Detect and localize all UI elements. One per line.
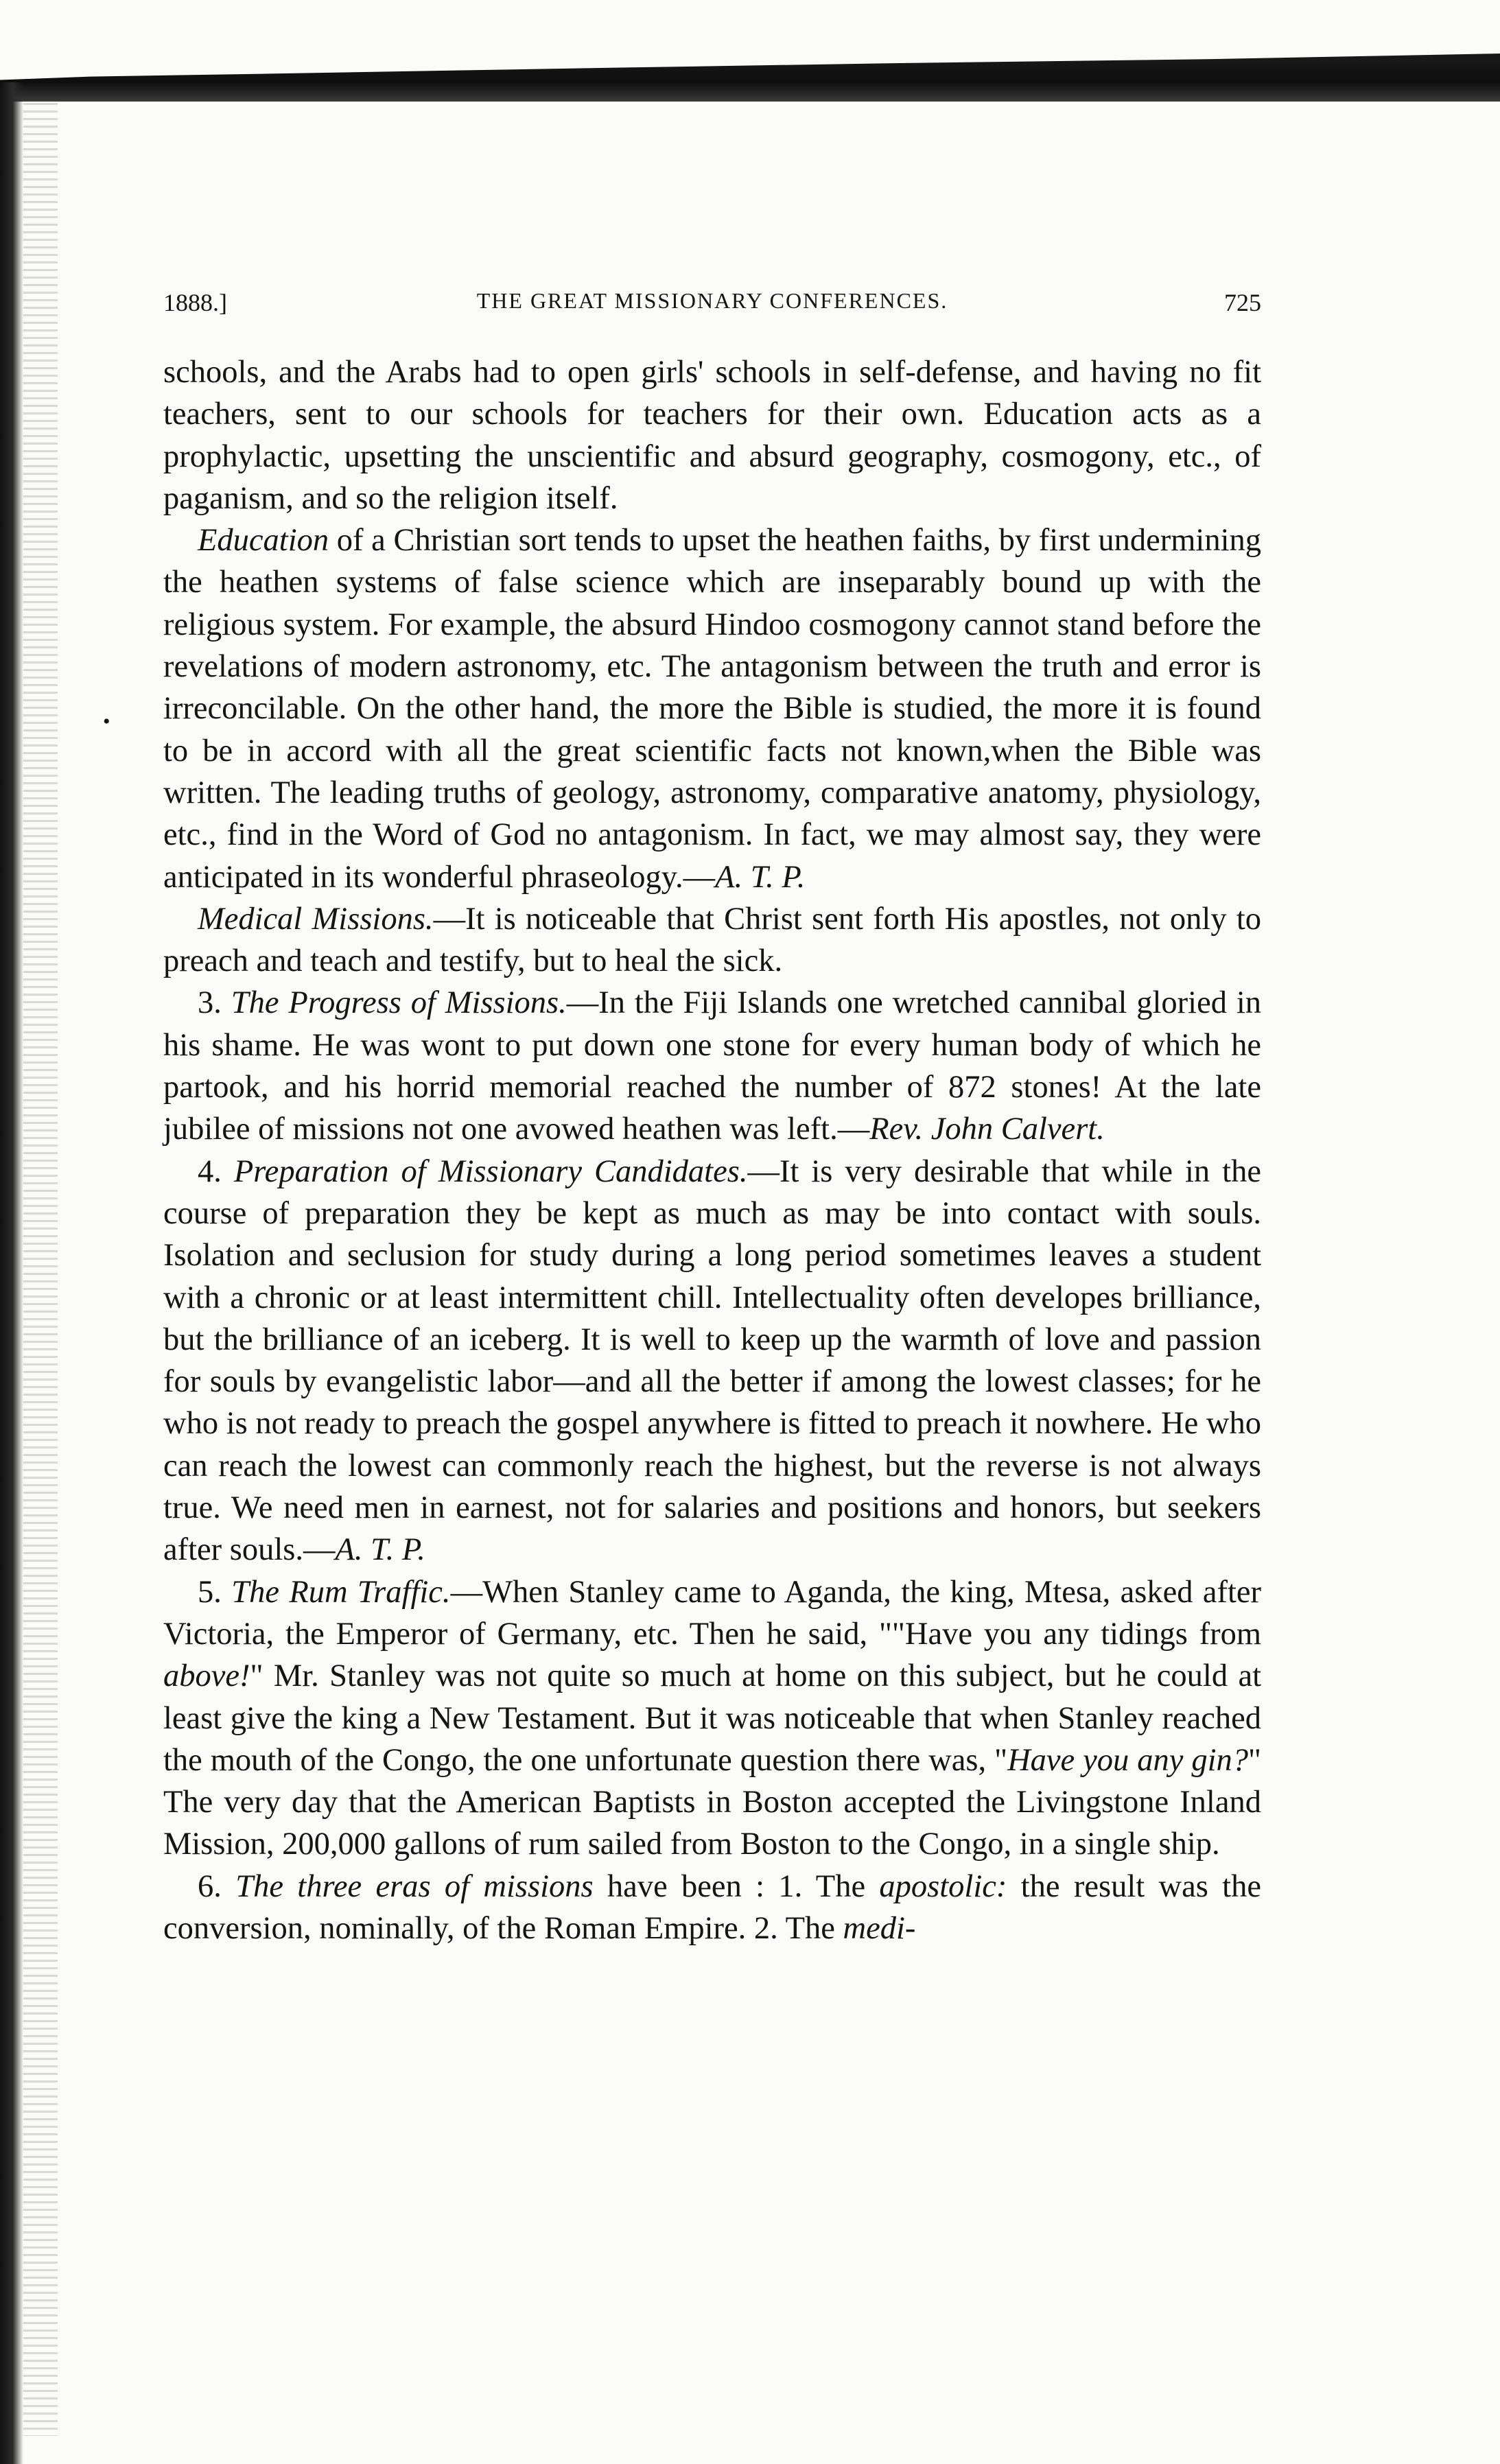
paragraph-text: of a Christian sort tends to upset the heathen faiths, by first undermining the heathen systems of false science which are inseparably bound up with the religious system. For example, the absurd Hindoo cosmogony cannot stand before the revelations of modern astronomy, etc. The antagonism between the truth and error is irreconcilable. On the other hand, the more the Bible is studied, the more it is found to be in accord with all the great scientific facts not known,when the Bible was written. The leading truths of geology, astronomy, comparative anatomy, physiology, etc., find in the Word of God no antagonism. In fact, we may almost say, they were anticipated in its wonderful phraseology.— [163,523,1261,895]
paragraph-text: " The very day that the American Baptists in Boston accepted the Livingstone Inland Mission, 200,000 gallons of rum sailed from Boston to the Congo, in a single ship. [163,1742,1261,1862]
paragraph-rum-traffic [163,1571,1261,1866]
margin-mark: • [103,710,110,733]
scan-gutter-shadow [23,103,58,2436]
section-number: 4. [198,1153,234,1189]
running-head-year: 1888.] [163,289,227,316]
scan-binding-edge [0,82,23,2464]
section-number: 5. [198,1574,232,1610]
scan-top-edge [0,54,1500,102]
signature: A. T. P. [335,1532,425,1568]
section-lead: The Progress of Missions. [231,985,567,1021]
signature: Rev. John Calvert. [869,1112,1105,1147]
page-number: 725 [1224,289,1261,316]
emphasis: medi- [843,1910,916,1946]
running-head-title: THE GREAT MISSIONARY CONFERENCES. [476,288,948,313]
section-lead: The Rum Traffic. [231,1574,451,1610]
section-number: 6. [198,1868,236,1904]
section-lead: Preparation of Missionary Candidates. [233,1153,748,1189]
paragraph-text: —It is very desirable that while in the course of preparation they be kept as much as may be into contact with souls. Isolation and seclusion for study during a long period sometimes leaves a student with a chronic or at least intermittent chill. Intellectuality often developes brilliance, but the brilliance of an iceberg. It is well to keep up the warmth of love and passion for souls by evangelistic labor—and all the better if among the lowest classes; for he who is not ready to preach the gospel anywhere is fitted to preach it nowhere. He who can reach the lowest can commonly reach the highest, but the reverse is not always true. We need men in earnest, not for salaries and positions and honors, but seekers after souls.— [163,1153,1261,1568]
section-lead: Medical Missions. [198,901,434,937]
body-text [163,351,1261,1949]
section-lead: Education [198,523,329,559]
emphasis: apostolic: [879,1868,1007,1904]
section-number: 3. [198,985,231,1021]
emphasis: Have you any gin? [1007,1742,1249,1778]
paragraph-1 [163,351,1261,519]
paragraph-1-text: schools, and the Arabs had to open girls' schools in self-defense, and having no fit teachers, sent to our schools for teachers for their own. Education acts as a prophylactic, upsetting the unscientific and absurd geography, cosmogony, etc., of paganism, and so the religion itself. [163,355,1261,516]
running-head [163,288,1261,351]
paragraph-text: —It is noticeable that Christ sent forth His apostles, not only to preach and teach and testify, but to heal the sick. [163,901,1261,979]
paragraph-progress-of-missions [163,982,1261,1150]
paragraph-text: the result was the conversion, nominally, of the Roman Empire. 2. The [163,1868,1261,1946]
page [163,288,1261,1949]
paragraph-three-eras [163,1866,1261,1950]
paragraph-text: —In the Fiji Islands one wretched cannibal gloried in his shame. He was wont to put down one stone for every human body of which he partook, and his horrid memorial reached the number of 872 stones! At the late jubilee of missions not one avowed heathen was left.— [163,985,1261,1147]
paragraph-text: " Mr. Stanley was not quite so much at home on this subject, but he could at least give the king a New Testament. But it was noticeable that when Stanley reached the mouth of the Congo, the one unfortunate question there was, " [163,1658,1261,1778]
paragraph-text: —When Stanley came to Aganda, the king, Mtesa, asked after Victoria, the Emperor of Germany, etc. Then he said, ""Have you any tidings from [163,1574,1261,1652]
signature: A. T. P. [715,859,806,895]
section-lead: The three eras of missions [235,1868,594,1904]
emphasis: above! [163,1658,250,1694]
paragraph-medical-missions [163,898,1261,983]
paragraph-preparation-candidates [163,1151,1261,1571]
paragraph-text: have been : 1. The [593,1868,880,1904]
paragraph-education [163,519,1261,898]
